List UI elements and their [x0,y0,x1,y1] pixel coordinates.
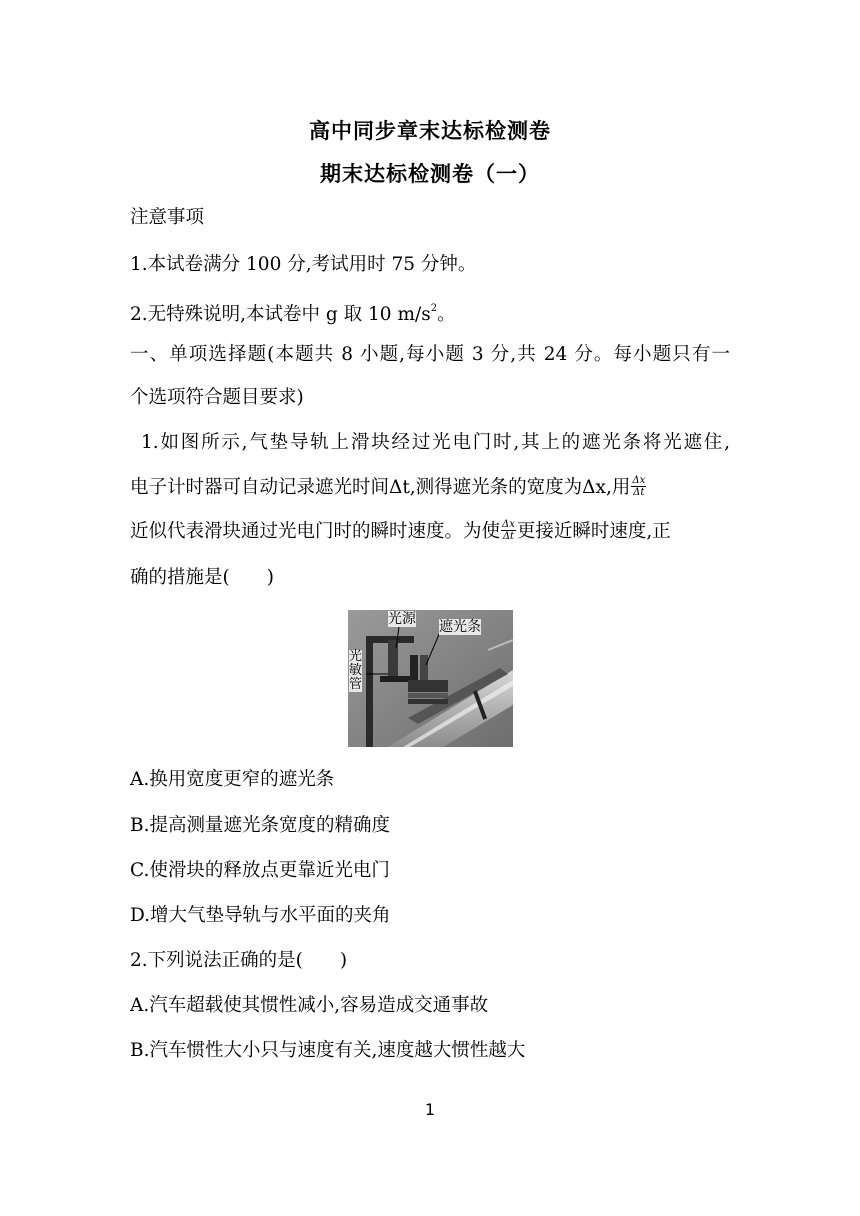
fraction-denominator: Δt [633,486,645,498]
q1-stem-line-2-text: 电子计时器可自动记录遮光时间Δt,测得遮光条的宽度为Δx,用 [130,477,631,498]
q2-stem: 2.下列说法正确的是( ) [130,950,348,971]
notice-item-2-text: 2.无特殊说明,本试卷中 g 取 10 m/s [130,304,431,325]
label-photo-tube-char-1: 光 [349,649,363,664]
section-heading-line-2: 个选项符合题目要求) [130,387,304,408]
q1-stem-line-1: 1.如图所示,气垫导轨上滑块经过光电门时,其上的遮光条将光遮住, [141,432,730,453]
fraction-dx-dt [631,475,646,498]
q1-option-c: C.使滑块的释放点更靠近光电门 [130,860,390,881]
fraction-dx-dt-2 [501,519,516,542]
document-subtitle: 期末达标检测卷（一） [320,162,540,186]
q1-option-d: D.增大气垫导轨与水平面的夹角 [130,905,391,926]
document-title: 高中同步章末达标检测卷 [309,119,551,143]
fraction-numerator-2: Δx [502,518,515,530]
label-photo-tube-char-3: 管 [349,677,363,692]
section-heading-line-1: 一、单项选择题(本题共 8 小题,每小题 3 分,共 24 分。每小题只有一 [130,344,730,365]
photogate-figure [348,610,513,747]
page-number: 1 [424,1100,436,1119]
notice-item-2-end: 。 [437,304,456,325]
superscript-2: 2 [430,303,438,314]
label-photosensitive-tube [349,650,362,692]
q1-stem-line-3-text-a: 近似代表滑块通过光电门时的瞬时速度。为使 [130,521,501,542]
q1-option-b: B.提高测量遮光条宽度的精确度 [130,815,390,836]
notice-item-1: 1.本试卷满分 100 分,考试用时 75 分钟。 [130,254,477,275]
q1-option-a: A.换用宽度更窄的遮光条 [130,769,335,790]
label-light-strip: 遮光条 [439,619,481,635]
q2-option-a: A.汽车超载使其惯性减小,容易造成交通事故 [130,995,489,1016]
fraction-denominator-2: Δt [502,530,515,542]
notice-heading: 注意事项 [130,207,205,228]
q1-stem-line-3 [130,520,730,544]
fraction-numerator: Δx [632,474,646,486]
label-light-source: 光源 [388,611,416,627]
photogate-photo [348,610,513,747]
q1-stem-line-4: 确的措施是( ) [130,567,274,588]
q1-stem-line-2 [130,476,730,500]
label-photo-tube-char-2: 敏 [349,663,363,678]
q1-stem-line-3-text-b: 更接近瞬时速度,正 [516,521,671,542]
notice-item-2 [130,297,456,327]
q2-option-b: B.汽车惯性大小只与速度有关,速度越大惯性越大 [130,1040,526,1061]
